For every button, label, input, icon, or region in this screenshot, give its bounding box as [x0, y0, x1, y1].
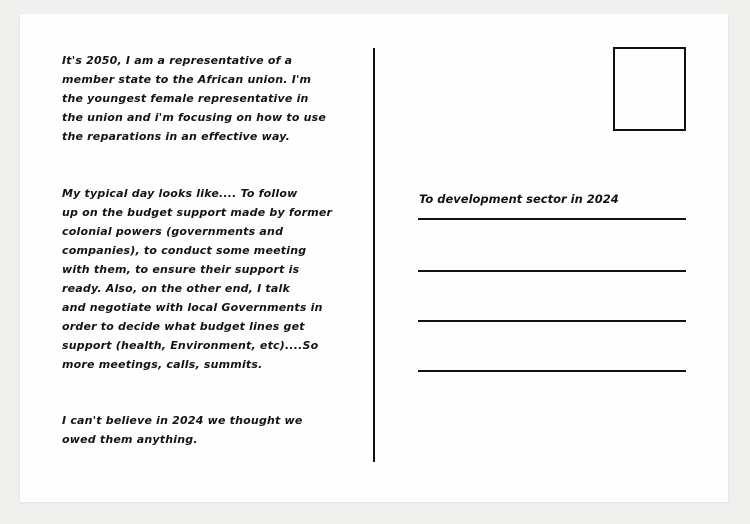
- address-rule: [418, 320, 686, 322]
- message-paragraph-3: I can't believe in 2024 we thought we owed them anything.: [62, 414, 303, 446]
- address-rule: [418, 370, 686, 372]
- message-paragraph-2: My typical day looks like.... To follow up on the budget support made by former colonial powers (governments and companies), to conduct some meeting with them, to ensure their support is ready. Also, on the other end, I talk and negotiate with local Governments in order to decide what budget lines get support (health, Environment, etc)....So more meetings, calls, summits.: [62, 187, 333, 371]
- address-rule: [418, 270, 686, 272]
- address-line-1: To development sector in 2024: [419, 192, 619, 206]
- stamp-box: [613, 47, 686, 131]
- center-divider: [373, 48, 375, 462]
- postcard: [20, 14, 728, 502]
- message-paragraph-1: It's 2050, I am a representative of a member state to the African union. I'm the youngest female representative in the union and i'm focusing on how to use the reparations in an effective way.: [62, 54, 327, 143]
- address-rule: [418, 218, 686, 220]
